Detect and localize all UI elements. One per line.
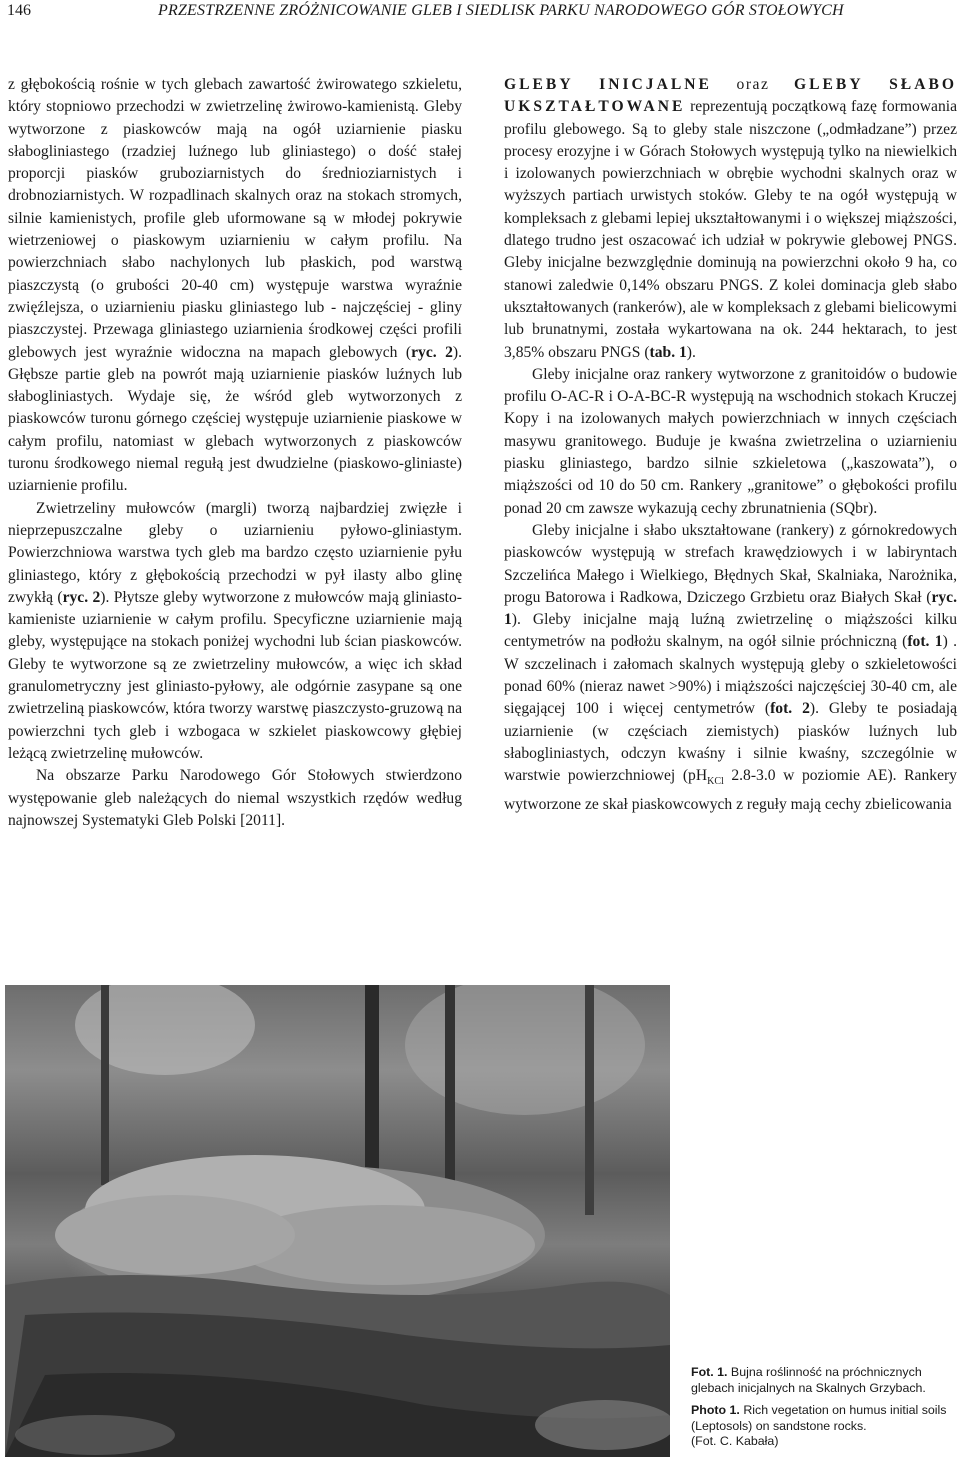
left-paragraph-1 — [8, 74, 462, 498]
ref-tab-1: tab. 1 — [649, 343, 687, 361]
running-title: PRZESTRZENNE ZRÓŻNICOWANIE GLEB I SIEDLISK PARKU NARODOWEGO GÓR STOŁOWYCH — [158, 2, 844, 19]
left-paragraph-3: Na obszarze Parku Narodowego Gór Stołowych stwierdzono występowanie gleb należących do niemal wszystkich rzędów według najnowszej Systematyki Gleb Polski [2011]. — [8, 767, 462, 829]
right-paragraph-3 — [504, 520, 957, 816]
right-p3-text: Gleby inicjalne i słabo ukształtowane (rankery) z górnokredowych piaskowców występują w strefach krawędziowych i w labiryntach Szczelińca Małego i Wielkiego, Błędnych Skał, Skalniaka, Narożnika, progu Batorowa i Radkowa, Dziczego Grzbietu oraz Białych Skał ( — [504, 521, 957, 606]
ref-ryc-2: ryc. 2 — [411, 343, 453, 361]
page-header — [0, 0, 960, 24]
caption-english — [691, 1403, 956, 1434]
left-p1-text: z głębokością rośnie w tych glebach zawartość żwirowatego szkieletu, który stopniowo przechodzi w zwietrzelinę żwirowo-kamienistą. Gleby wytworzone z piaskowców mają na ogół uziarnienie piasku słabogliniastego (rzadziej luźnego lub gliniastego) o dość stałej proporcji piasków gruboziarnistych do średnioziarnistych i drobnoziarnistych. W rozpadlinach skalnych oraz na stokach stromych, silnie kamienistych, profile gleb uformowane są w młodej pokrywie wietrzeniowej o piaskowym uziarnieniu w całym profilu. Na powierzchniach słabo nachylonych lub płaskich, pod warstwą piaszczystą (o grubości 20-40 cm) występuje warstwa wyraźnie zwięźlejsza, o uziarnieniu piasku gliniastego lub - najczęściej - gliny piaszczystej. Przewaga gliniastego uziarnienia środkowej części profili glebowych jest wyraźnie widoczna na mapach glebowych ( — [8, 76, 462, 361]
right-paragraph-2: Gleby inicjalne oraz rankery wytworzone z granitoidów o budowie profilu O-AC-R i O-A-BC-R występują na wschodnich stokach Kruczej Kopy i na izolowanych małych powierzchniach w innych częściach masywu granitowego. Buduje je kwaśna zwietrzelina o uziarnieniu piasku gliniastego, bardzo silnie szkieletowa („kaszowata”), o miąższości od 10 do 50 cm. Rankery „granitowe” o głębokości profilu ponad 20 cm zawsze wykazują cechy zbrunatnienia (SQbr). — [504, 365, 957, 517]
right-p3-cont: ). Gleby inicjalne mają luźną zwietrzelinę o miąższości kilku centymetrów na podłożu skalnym, na ogół silnie próchniczną ( — [504, 611, 957, 651]
caption-en-label: Photo 1. — [691, 1403, 740, 1417]
caption-pl-text: Bujna roślinność na próchnicznych glebach inicjalnych na Skalnych Grzybach. — [691, 1365, 926, 1395]
left-column — [8, 74, 462, 832]
left-paragraph-2 — [8, 498, 462, 766]
right-p3-cont3: ). Gleby te posiadają uziarnienie (w częściach ziemistych) piasków luźnych lub słabogliniastych, odczyn kwaśny i silnie kwaśny, szczególnie w warstwie powierzchniowej (pH — [504, 700, 957, 785]
caption-pl-label: Fot. 1. — [691, 1365, 728, 1379]
section-heading-initial: GLEBY INICJALNE — [504, 76, 712, 93]
section-heading-weakly: GLEBY SŁABO UKSZTAŁTOWANE — [504, 76, 957, 116]
right-column — [504, 74, 957, 816]
ref-ryc-1: ryc. 1 — [504, 588, 957, 629]
heading-conjunction: oraz — [711, 76, 794, 93]
right-p3-end: 2.8-3.0 w poziomie AE). Rankery wytworzone ze skał piaskowcowych z reguły mają cechy zbielicowania — [504, 767, 957, 813]
left-p2-cont: ). Płytsze gleby wytworzone z mułowców mają gliniasto-kamieniste uziarnienie w całym profilu. Specyficzne uziarnienie mają gleby, występujące na stokach poniżej wychodni lub ścian piaskowców. Gleby te wytworzone są ze zwietrzeliny mułowców, a więc ich skład granulometryczny jest gliniasto-pyłowy, ale odgórnie zasypane są one zwietrzeliną piaskowców, która tworzy warstwę piaszczysto-gruzową na powierzchni tych gleb i wzbogaca w szkielet piaskowcowy głębiej leżącą zwietrzelinę mułowców. — [8, 588, 462, 762]
right-p1-text: reprezentują początkową fazę formowania profilu glebowego. Są to gleby stale niszczone („odmładzane”) przez procesy erozyjne i w Górach Stołowych występują tylko na niewielkich i izolowanych powierzchniach w obrębie wychodni skalnych oraz w wyższych partiach urwistych stoków. Gleby te na ogół występują w kompleksach z glebami lepiej ukształtowanymi i o większej miąższości, dlatego trudno jest oszacować ich udział w pokrywie glebowej PNGS. Gleby inicjalne bezwzględnie dominują na powierzchni około 9 ha, co stanowi zaledwie 0,14% obszaru PNGS. Z kolei dominacja gleb słabo ukształtowanych (rankerów), ale w kompleksach z glebami bielicowymi lub brunatnymi, została wykartowana na ok. 244 hektarach, to jest 3,85% obszaru PNGS ( — [504, 98, 957, 361]
page-number: 146 — [7, 2, 31, 19]
right-p3-cont2: ) . W szczelinach i załomach skalnych występują gleby o szkieletowości ponad 60% (nieraz nawet >90%) i miąższości najczęściej 30-40 cm, ale sięgającej 100 i więcej centymetrów ( — [504, 633, 957, 718]
photo-illustration — [5, 985, 670, 1457]
ref-fot-1: fot. 1 — [907, 633, 943, 651]
caption-en-text: Rich vegetation on humus initial soils (Leptosols) on sandstone rocks. — [691, 1403, 947, 1433]
ref-fot-2: fot. 2 — [770, 700, 810, 718]
left-p2-text: Zwietrzeliny mułowców (margli) tworzą najbardziej zwięzłe i nieprzepuszczalne gleby o uziarnieniu pyłowo-gliniastym. Powierzchniowa warstwa tych gleb ma bardzo często uziarnienie pyłu gliniastego, który z głębokością przechodzi w pył ilasty albo glinę zwykłą ( — [8, 499, 462, 606]
caption-credit: (Fot. C. Kabała) — [691, 1434, 779, 1448]
left-p1-cont: ). Głębsze partie gleb na powrót mają uziarnienie piasków luźnych lub słabogliniastych. Wydaje się, że wśród gleb wytworzonych z piaskowców turonu górnego częściej występuje uziarnienie piaskowe w całym profilu, natomiast w glebach wytworzonych z piaskowców turonu środkowego niemal regułą jest dwudzielne (piaskowo-gliniaste) uziarnienie profilu. — [8, 343, 463, 495]
caption-polish — [691, 1365, 956, 1396]
ph-subscript: KCl — [707, 776, 724, 788]
photo-caption — [691, 1365, 956, 1450]
forest-rock-photo — [5, 985, 670, 1457]
ref-ryc-2b: ryc. 2 — [62, 588, 101, 606]
right-paragraph-1 — [504, 74, 957, 364]
right-p1-end: ). — [686, 343, 696, 361]
